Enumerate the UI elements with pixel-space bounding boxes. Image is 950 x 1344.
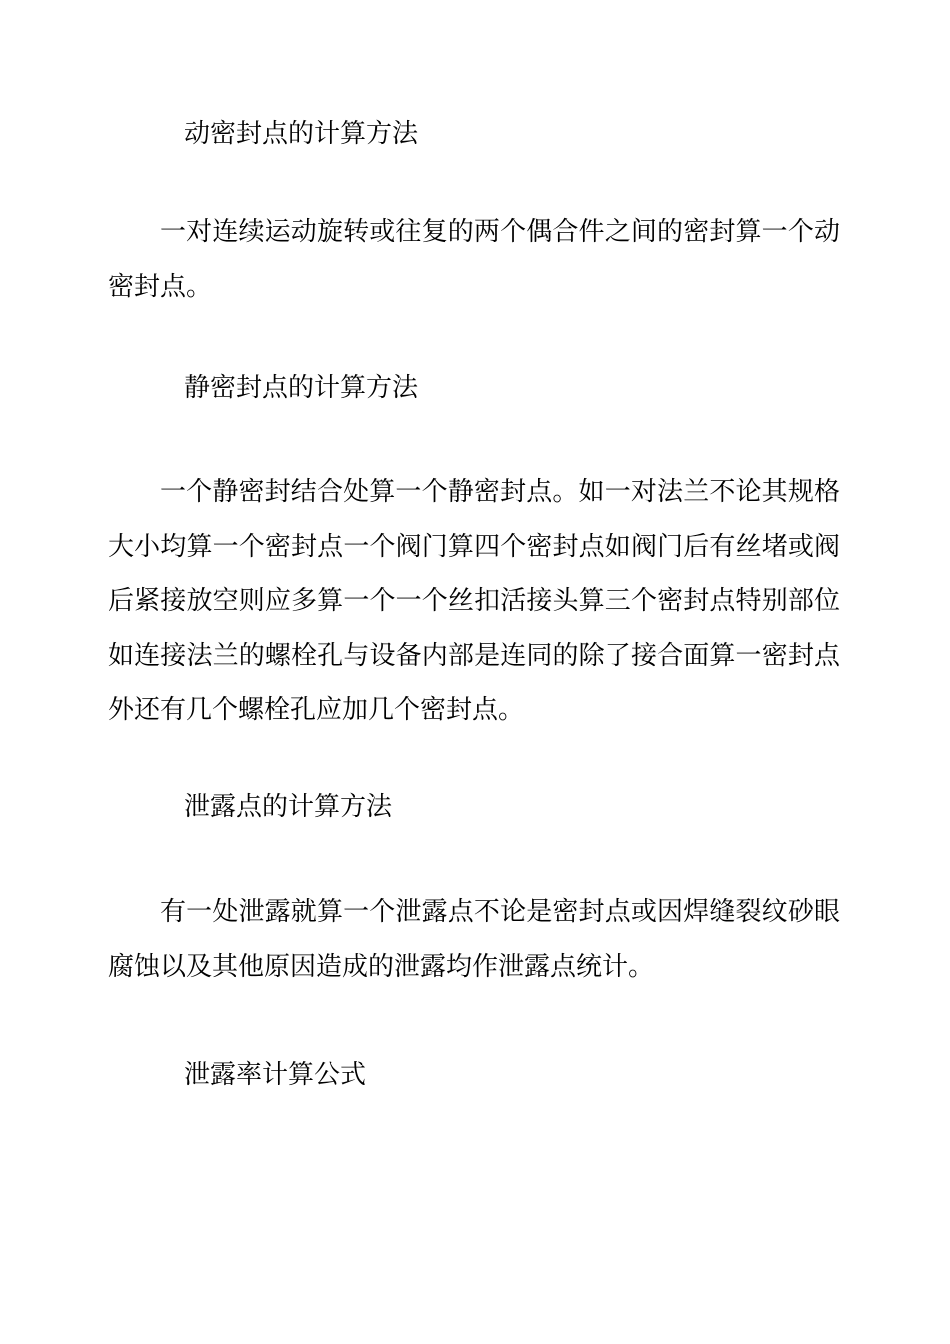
heading-leak-rate-formula: 泄露率计算公式 (184, 1060, 367, 1090)
heading-dynamic-seal-calculation: 动密封点的计算方法 (184, 119, 419, 149)
paragraph-static-seal-definition: 一个静密封结合处算一个静密封点。如一对法兰不论其规格大小均算一个密封点一个阀门算四个密封点如阀门后有丝堵或阀后紧接放空则应多算一个一个丝扣活接头算三个密封点特别部位如连接法兰的螺栓孔与设备内部是连同的除了接合面算一密封点外还有几个螺栓孔应加几个密封点。 (108, 477, 840, 725)
heading-static-seal-calculation: 静密封点的计算方法 (184, 373, 419, 403)
paragraph-leak-point-definition: 有一处泄露就算一个泄露点不论是密封点或因焊缝裂纹砂眼腐蚀以及其他原因造成的泄露均作泄露点统计。 (108, 897, 840, 982)
paragraph-dynamic-seal-definition: 一对连续运动旋转或往复的两个偶合件之间的密封算一个动密封点。 (108, 217, 840, 302)
heading-leak-point-calculation: 泄露点的计算方法 (184, 792, 393, 822)
